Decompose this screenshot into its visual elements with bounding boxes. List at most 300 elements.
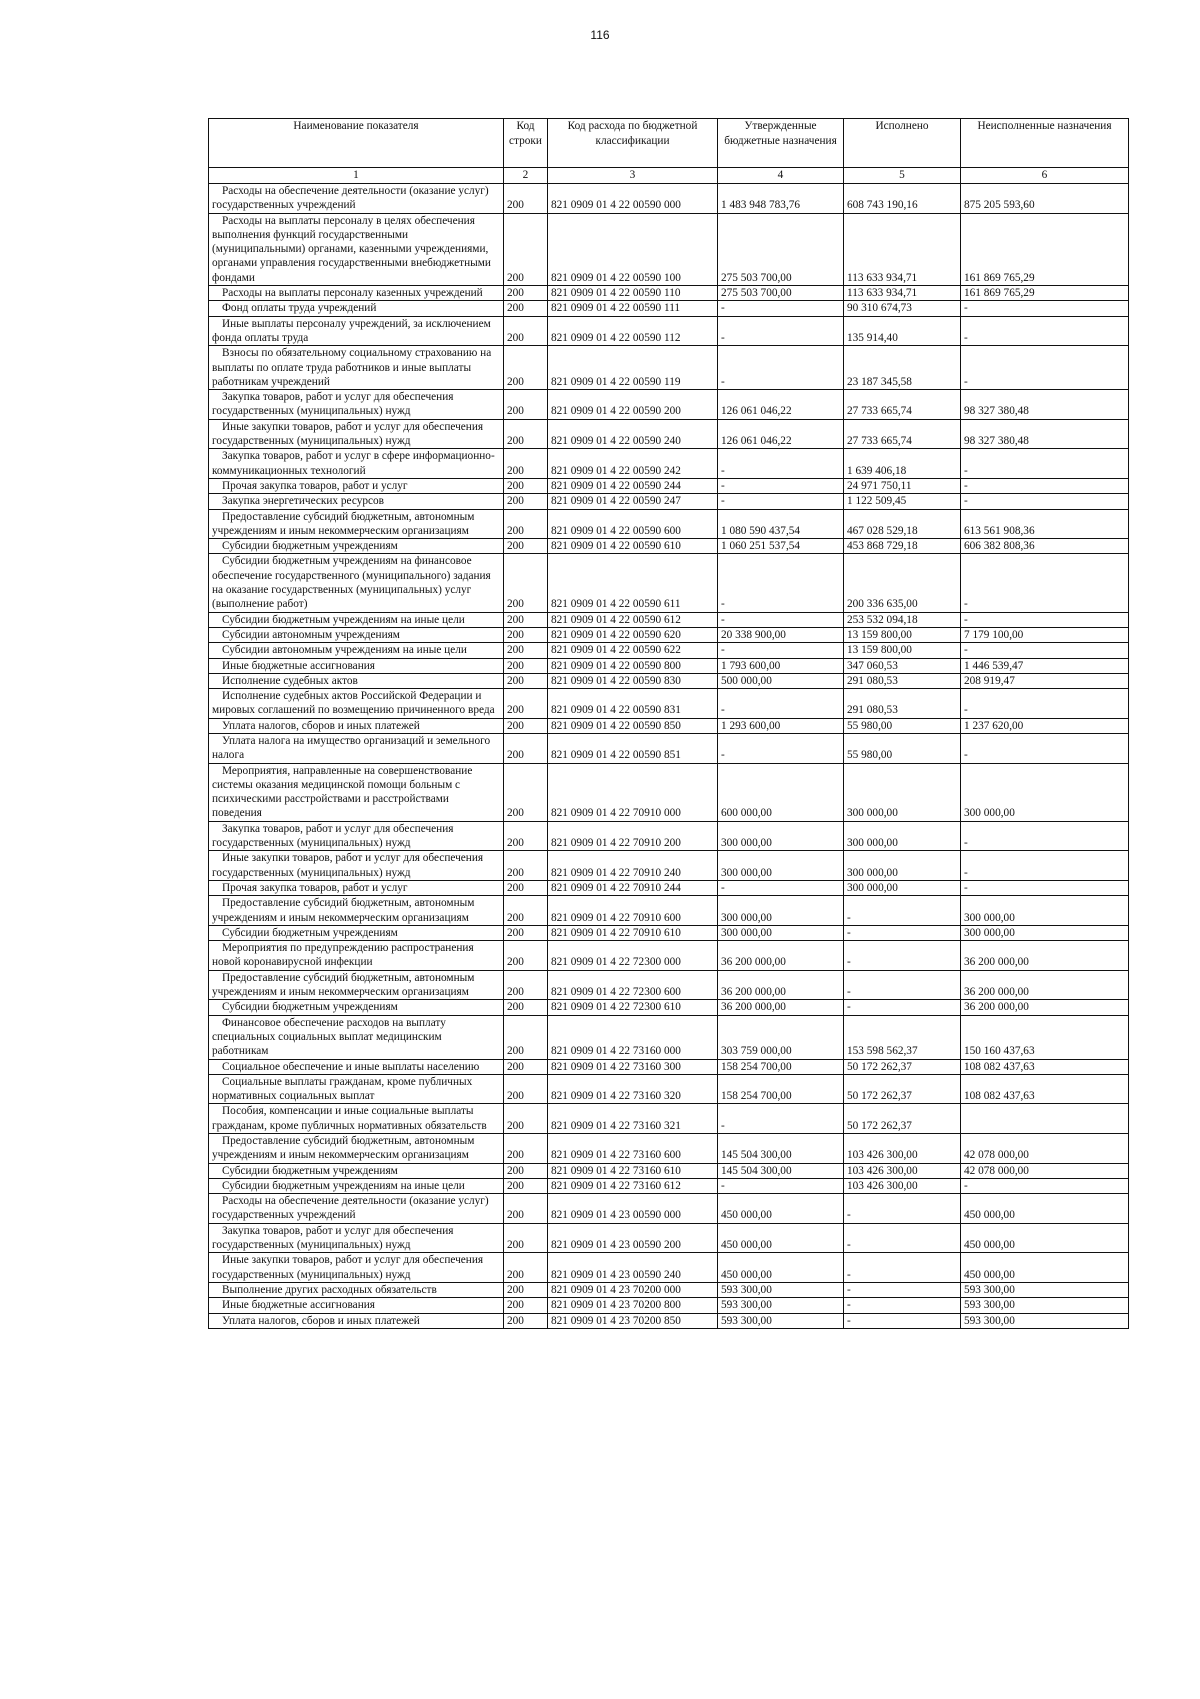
line-code: 200	[504, 539, 548, 554]
indicator-name: Предоставление субсидий бюджетным, автономным учреждениям и иным некоммерческим организациям	[209, 896, 504, 926]
approved-amount: 450 000,00	[718, 1223, 844, 1253]
indicator-name: Прочая закупка товаров, работ и услуг	[209, 478, 504, 493]
unexecuted-amount: 450 000,00	[961, 1194, 1129, 1224]
approved-amount: 1 293 600,00	[718, 718, 844, 733]
executed-amount: 27 733 665,74	[844, 390, 961, 420]
executed-amount: -	[844, 941, 961, 971]
line-code: 200	[504, 1298, 548, 1313]
unexecuted-amount: 593 300,00	[961, 1298, 1129, 1313]
budget-code: 821 0909 01 4 23 00590 200	[548, 1223, 718, 1253]
approved-amount: -	[718, 554, 844, 612]
unexecuted-amount: 108 082 437,63	[961, 1074, 1129, 1104]
unexecuted-amount: 593 300,00	[961, 1313, 1129, 1328]
unexecuted-amount: 150 160 437,63	[961, 1015, 1129, 1059]
executed-amount: 113 633 934,71	[844, 213, 961, 285]
budget-code: 821 0909 01 4 22 00590 247	[548, 494, 718, 509]
executed-amount: -	[844, 1282, 961, 1297]
unexecuted-amount: -	[961, 643, 1129, 658]
unexecuted-amount: 613 561 908,36	[961, 509, 1129, 539]
line-code: 200	[504, 718, 548, 733]
unexecuted-amount: 98 327 380,48	[961, 419, 1129, 449]
line-code: 200	[504, 390, 548, 420]
approved-amount: 158 254 700,00	[718, 1074, 844, 1104]
line-code: 200	[504, 213, 548, 285]
executed-amount: 103 426 300,00	[844, 1163, 961, 1178]
budget-code: 821 0909 01 4 22 73160 610	[548, 1163, 718, 1178]
approved-amount: -	[718, 733, 844, 763]
budget-code: 821 0909 01 4 22 00590 110	[548, 286, 718, 301]
unexecuted-amount: 875 205 593,60	[961, 184, 1129, 214]
unexecuted-amount: -	[961, 1178, 1129, 1193]
executed-amount: 1 122 509,45	[844, 494, 961, 509]
indicator-name: Мероприятия, направленные на совершенствование системы оказания медицинской помощи больным с психическими расстройствами и расстройствами поведения	[209, 763, 504, 821]
line-code: 200	[504, 689, 548, 719]
line-code: 200	[504, 509, 548, 539]
indicator-name: Иные бюджетные ассигнования	[209, 658, 504, 673]
budget-code: 821 0909 01 4 23 00590 240	[548, 1253, 718, 1283]
line-code: 200	[504, 478, 548, 493]
budget-code: 821 0909 01 4 22 00590 851	[548, 733, 718, 763]
executed-amount: 347 060,53	[844, 658, 961, 673]
budget-code: 821 0909 01 4 22 70910 000	[548, 763, 718, 821]
header-row	[209, 119, 1129, 168]
table-row	[209, 554, 1129, 612]
approved-amount: -	[718, 494, 844, 509]
executed-amount: 24 971 750,11	[844, 478, 961, 493]
indicator-name: Иные бюджетные ассигнования	[209, 1298, 504, 1313]
line-code: 200	[504, 1163, 548, 1178]
unexecuted-amount: 36 200 000,00	[961, 1000, 1129, 1015]
line-code: 200	[504, 449, 548, 479]
table-row	[209, 419, 1129, 449]
header-indicator-name: Наименование показателя	[209, 119, 504, 168]
approved-amount: 1 060 251 537,54	[718, 539, 844, 554]
table-row	[209, 1282, 1129, 1297]
column-number-row	[209, 168, 1129, 184]
table-row	[209, 1104, 1129, 1134]
approved-amount: 126 061 046,22	[718, 390, 844, 420]
line-code: 200	[504, 1313, 548, 1328]
budget-code: 821 0909 01 4 22 72300 610	[548, 1000, 718, 1015]
unexecuted-amount: 208 919,47	[961, 673, 1129, 688]
table-row	[209, 301, 1129, 316]
approved-amount: 126 061 046,22	[718, 419, 844, 449]
indicator-name: Социальные выплаты гражданам, кроме публичных нормативных социальных выплат	[209, 1074, 504, 1104]
table-row	[209, 880, 1129, 895]
line-code: 200	[504, 658, 548, 673]
table-row	[209, 851, 1129, 881]
line-code: 200	[504, 733, 548, 763]
executed-amount: -	[844, 896, 961, 926]
table-row	[209, 689, 1129, 719]
line-code: 200	[504, 419, 548, 449]
executed-amount: 50 172 262,37	[844, 1059, 961, 1074]
indicator-name: Выполнение других расходных обязательств	[209, 1282, 504, 1297]
unexecuted-amount: -	[961, 449, 1129, 479]
approved-amount: 36 200 000,00	[718, 970, 844, 1000]
approved-amount: -	[718, 643, 844, 658]
indicator-name: Предоставление субсидий бюджетным, автономным учреждениям и иным некоммерческим организациям	[209, 509, 504, 539]
budget-code: 821 0909 01 4 22 00590 240	[548, 419, 718, 449]
executed-amount: 453 868 729,18	[844, 539, 961, 554]
budget-code: 821 0909 01 4 22 00590 244	[548, 478, 718, 493]
indicator-name: Мероприятия по предупреждению распространения новой коронавирусной инфекции	[209, 941, 504, 971]
line-code: 200	[504, 316, 548, 346]
unexecuted-amount: 606 382 808,36	[961, 539, 1129, 554]
indicator-name: Закупка товаров, работ и услуг для обеспечения государственных (муниципальных) нужд	[209, 1223, 504, 1253]
budget-code: 821 0909 01 4 22 00590 100	[548, 213, 718, 285]
indicator-name: Пособия, компенсации и иные социальные выплаты гражданам, кроме публичных нормативных обязательств	[209, 1104, 504, 1134]
executed-amount: -	[844, 1298, 961, 1313]
executed-amount: -	[844, 970, 961, 1000]
budget-code: 821 0909 01 4 22 72300 000	[548, 941, 718, 971]
table-row	[209, 673, 1129, 688]
column-number: 2	[504, 168, 548, 184]
executed-amount: 608 743 190,16	[844, 184, 961, 214]
indicator-name: Закупка товаров, работ и услуг в сфере информационно-коммуникационных технологий	[209, 449, 504, 479]
line-code: 200	[504, 286, 548, 301]
unexecuted-amount: -	[961, 478, 1129, 493]
table-row	[209, 390, 1129, 420]
budget-code: 821 0909 01 4 22 73160 320	[548, 1074, 718, 1104]
column-number: 4	[718, 168, 844, 184]
unexecuted-amount: 108 082 437,63	[961, 1059, 1129, 1074]
table-row	[209, 316, 1129, 346]
indicator-name: Субсидии бюджетным учреждениям	[209, 539, 504, 554]
line-code: 200	[504, 1178, 548, 1193]
executed-amount: 13 159 800,00	[844, 643, 961, 658]
column-number: 1	[209, 168, 504, 184]
line-code: 200	[504, 1134, 548, 1164]
indicator-name: Субсидии бюджетным учреждениям на иные цели	[209, 612, 504, 627]
table-row	[209, 1313, 1129, 1328]
unexecuted-amount: -	[961, 316, 1129, 346]
line-code: 200	[504, 1282, 548, 1297]
executed-amount: -	[844, 925, 961, 940]
table-row	[209, 509, 1129, 539]
budget-code: 821 0909 01 4 22 00590 112	[548, 316, 718, 346]
approved-amount: 593 300,00	[718, 1313, 844, 1328]
executed-amount: 300 000,00	[844, 851, 961, 881]
approved-amount: 20 338 900,00	[718, 627, 844, 642]
executed-amount: 23 187 345,58	[844, 346, 961, 390]
budget-code: 821 0909 01 4 22 70910 240	[548, 851, 718, 881]
budget-code: 821 0909 01 4 22 00590 612	[548, 612, 718, 627]
executed-amount: -	[844, 1313, 961, 1328]
executed-amount: 13 159 800,00	[844, 627, 961, 642]
approved-amount: 300 000,00	[718, 925, 844, 940]
column-number: 3	[548, 168, 718, 184]
indicator-name: Финансовое обеспечение расходов на выплату специальных социальных выплат медицинским работникам	[209, 1015, 504, 1059]
budget-code: 821 0909 01 4 22 00590 200	[548, 390, 718, 420]
approved-amount: -	[718, 316, 844, 346]
indicator-name: Закупка товаров, работ и услуг для обеспечения государственных (муниципальных) нужд	[209, 821, 504, 851]
indicator-name: Расходы на обеспечение деятельности (оказание услуг) государственных учреждений	[209, 1194, 504, 1224]
executed-amount: 153 598 562,37	[844, 1015, 961, 1059]
executed-amount: 103 426 300,00	[844, 1134, 961, 1164]
budget-code: 821 0909 01 4 22 73160 321	[548, 1104, 718, 1134]
approved-amount: -	[718, 449, 844, 479]
executed-amount: -	[844, 1194, 961, 1224]
budget-code: 821 0909 01 4 22 00590 800	[548, 658, 718, 673]
unexecuted-amount: 300 000,00	[961, 896, 1129, 926]
approved-amount: -	[718, 346, 844, 390]
table-row	[209, 1194, 1129, 1224]
line-code: 200	[504, 896, 548, 926]
approved-amount: -	[718, 478, 844, 493]
table-row	[209, 494, 1129, 509]
table-row	[209, 213, 1129, 285]
unexecuted-amount: -	[961, 689, 1129, 719]
indicator-name: Предоставление субсидий бюджетным, автономным учреждениям и иным некоммерческим организациям	[209, 1134, 504, 1164]
unexecuted-amount: 42 078 000,00	[961, 1134, 1129, 1164]
approved-amount: 145 504 300,00	[718, 1163, 844, 1178]
line-code: 200	[504, 970, 548, 1000]
indicator-name: Фонд оплаты труда учреждений	[209, 301, 504, 316]
approved-amount: 158 254 700,00	[718, 1059, 844, 1074]
table-row	[209, 1298, 1129, 1313]
table-row	[209, 478, 1129, 493]
approved-amount: -	[718, 301, 844, 316]
table-row	[209, 941, 1129, 971]
budget-code: 821 0909 01 4 22 00590 620	[548, 627, 718, 642]
unexecuted-amount: 7 179 100,00	[961, 627, 1129, 642]
unexecuted-amount: -	[961, 821, 1129, 851]
page-number: 116	[590, 28, 610, 42]
budget-code: 821 0909 01 4 22 73160 000	[548, 1015, 718, 1059]
unexecuted-amount: 593 300,00	[961, 1282, 1129, 1297]
executed-amount: 27 733 665,74	[844, 419, 961, 449]
indicator-name: Расходы на обеспечение деятельности (оказание услуг) государственных учреждений	[209, 184, 504, 214]
executed-amount: 103 426 300,00	[844, 1178, 961, 1193]
executed-amount: -	[844, 1253, 961, 1283]
table-row	[209, 1134, 1129, 1164]
budget-code: 821 0909 01 4 22 00590 000	[548, 184, 718, 214]
budget-code: 821 0909 01 4 22 70910 200	[548, 821, 718, 851]
executed-amount: 113 633 934,71	[844, 286, 961, 301]
executed-amount: 55 980,00	[844, 718, 961, 733]
table-row	[209, 1163, 1129, 1178]
indicator-name: Предоставление субсидий бюджетным, автономным учреждениям и иным некоммерческим организациям	[209, 970, 504, 1000]
approved-amount: 36 200 000,00	[718, 1000, 844, 1015]
line-code: 200	[504, 627, 548, 642]
budget-execution-table	[208, 118, 1129, 1329]
approved-amount: 36 200 000,00	[718, 941, 844, 971]
indicator-name: Иные закупки товаров, работ и услуг для обеспечения государственных (муниципальных) нужд	[209, 1253, 504, 1283]
table-row	[209, 643, 1129, 658]
header-approved: Утвержденные бюджетные назначения	[718, 119, 844, 168]
table-row	[209, 763, 1129, 821]
line-code: 200	[504, 1194, 548, 1224]
table-header	[209, 119, 1129, 184]
executed-amount: 50 172 262,37	[844, 1104, 961, 1134]
executed-amount: 253 532 094,18	[844, 612, 961, 627]
approved-amount: 300 000,00	[718, 821, 844, 851]
indicator-name: Субсидии бюджетным учреждениям	[209, 1000, 504, 1015]
unexecuted-amount: 98 327 380,48	[961, 390, 1129, 420]
executed-amount: 135 914,40	[844, 316, 961, 346]
line-code: 200	[504, 763, 548, 821]
unexecuted-amount: 1 237 620,00	[961, 718, 1129, 733]
executed-amount: 291 080,53	[844, 673, 961, 688]
budget-code: 821 0909 01 4 22 00590 831	[548, 689, 718, 719]
unexecuted-amount: -	[961, 612, 1129, 627]
indicator-name: Субсидии автономным учреждениям на иные цели	[209, 643, 504, 658]
unexecuted-amount: -	[961, 733, 1129, 763]
budget-code: 821 0909 01 4 22 70910 610	[548, 925, 718, 940]
approved-amount: -	[718, 1178, 844, 1193]
header-budget-code: Код расхода по бюджетной классификации	[548, 119, 718, 168]
line-code: 200	[504, 925, 548, 940]
budget-code: 821 0909 01 4 22 73160 600	[548, 1134, 718, 1164]
table-row	[209, 184, 1129, 214]
table-row	[209, 1223, 1129, 1253]
unexecuted-amount: 300 000,00	[961, 763, 1129, 821]
indicator-name: Взносы по обязательному социальному страхованию на выплаты по оплате труда работников и иные выплаты работникам учреждений	[209, 346, 504, 390]
indicator-name: Исполнение судебных актов Российской Федерации и мировых соглашений по возмещению причиненного вреда	[209, 689, 504, 719]
indicator-name: Социальное обеспечение и иные выплаты населению	[209, 1059, 504, 1074]
indicator-name: Иные закупки товаров, работ и услуг для обеспечения государственных (муниципальных) нужд	[209, 419, 504, 449]
table-row	[209, 1253, 1129, 1283]
table-row	[209, 286, 1129, 301]
unexecuted-amount: 161 869 765,29	[961, 213, 1129, 285]
line-code: 200	[504, 494, 548, 509]
unexecuted-amount: -	[961, 880, 1129, 895]
indicator-name: Уплата налога на имущество организаций и земельного налога	[209, 733, 504, 763]
line-code: 200	[504, 851, 548, 881]
approved-amount: -	[718, 612, 844, 627]
indicator-name: Расходы на выплаты персоналу казенных учреждений	[209, 286, 504, 301]
budget-code: 821 0909 01 4 22 00590 611	[548, 554, 718, 612]
line-code: 200	[504, 1015, 548, 1059]
approved-amount: 600 000,00	[718, 763, 844, 821]
budget-code: 821 0909 01 4 22 00590 622	[548, 643, 718, 658]
unexecuted-amount: 450 000,00	[961, 1253, 1129, 1283]
unexecuted-amount: 1 446 539,47	[961, 658, 1129, 673]
budget-code: 821 0909 01 4 23 70200 000	[548, 1282, 718, 1297]
unexecuted-amount: -	[961, 346, 1129, 390]
budget-code: 821 0909 01 4 22 00590 830	[548, 673, 718, 688]
executed-amount: 291 080,53	[844, 689, 961, 719]
line-code: 200	[504, 1223, 548, 1253]
executed-amount: 300 000,00	[844, 880, 961, 895]
executed-amount: 200 336 635,00	[844, 554, 961, 612]
budget-code: 821 0909 01 4 23 70200 800	[548, 1298, 718, 1313]
budget-code: 821 0909 01 4 23 70200 850	[548, 1313, 718, 1328]
line-code: 200	[504, 612, 548, 627]
approved-amount: 300 000,00	[718, 851, 844, 881]
line-code: 200	[504, 941, 548, 971]
table-row	[209, 821, 1129, 851]
approved-amount: 1 483 948 783,76	[718, 184, 844, 214]
header-line-code: Код строки	[504, 119, 548, 168]
indicator-name: Субсидии бюджетным учреждениям на иные цели	[209, 1178, 504, 1193]
unexecuted-amount: -	[961, 494, 1129, 509]
approved-amount: 500 000,00	[718, 673, 844, 688]
indicator-name: Исполнение судебных актов	[209, 673, 504, 688]
approved-amount: 300 000,00	[718, 896, 844, 926]
budget-code: 821 0909 01 4 22 72300 600	[548, 970, 718, 1000]
table-row	[209, 1059, 1129, 1074]
indicator-name: Субсидии бюджетным учреждениям	[209, 925, 504, 940]
indicator-name: Прочая закупка товаров, работ и услуг	[209, 880, 504, 895]
line-code: 200	[504, 821, 548, 851]
indicator-name: Закупка энергетических ресурсов	[209, 494, 504, 509]
budget-code: 821 0909 01 4 22 73160 612	[548, 1178, 718, 1193]
line-code: 200	[504, 673, 548, 688]
line-code: 200	[504, 1000, 548, 1015]
executed-amount: 300 000,00	[844, 763, 961, 821]
budget-code: 821 0909 01 4 22 00590 600	[548, 509, 718, 539]
table-row	[209, 1074, 1129, 1104]
table-row	[209, 1015, 1129, 1059]
approved-amount: -	[718, 880, 844, 895]
unexecuted-amount: -	[961, 851, 1129, 881]
executed-amount: -	[844, 1223, 961, 1253]
line-code: 200	[504, 184, 548, 214]
indicator-name: Субсидии автономным учреждениям	[209, 627, 504, 642]
line-code: 200	[504, 1253, 548, 1283]
table-row	[209, 1178, 1129, 1193]
executed-amount: 467 028 529,18	[844, 509, 961, 539]
budget-code: 821 0909 01 4 23 00590 000	[548, 1194, 718, 1224]
table-row	[209, 925, 1129, 940]
unexecuted-amount: -	[961, 301, 1129, 316]
table-body	[209, 184, 1129, 1329]
approved-amount: 450 000,00	[718, 1194, 844, 1224]
approved-amount: 593 300,00	[718, 1282, 844, 1297]
approved-amount: 275 503 700,00	[718, 286, 844, 301]
approved-amount: -	[718, 1104, 844, 1134]
unexecuted-amount: 42 078 000,00	[961, 1163, 1129, 1178]
executed-amount: 1 639 406,18	[844, 449, 961, 479]
approved-amount: -	[718, 689, 844, 719]
line-code: 200	[504, 1074, 548, 1104]
column-number: 6	[961, 168, 1129, 184]
approved-amount: 145 504 300,00	[718, 1134, 844, 1164]
table-row	[209, 970, 1129, 1000]
executed-amount: 300 000,00	[844, 821, 961, 851]
indicator-name: Субсидии бюджетным учреждениям	[209, 1163, 504, 1178]
budget-code: 821 0909 01 4 22 00590 111	[548, 301, 718, 316]
indicator-name: Уплата налогов, сборов и иных платежей	[209, 718, 504, 733]
table-row	[209, 896, 1129, 926]
approved-amount: 1 080 590 437,54	[718, 509, 844, 539]
table-row	[209, 539, 1129, 554]
table-row	[209, 612, 1129, 627]
budget-code: 821 0909 01 4 22 70910 244	[548, 880, 718, 895]
line-code: 200	[504, 1104, 548, 1134]
indicator-name: Закупка товаров, работ и услуг для обеспечения государственных (муниципальных) нужд	[209, 390, 504, 420]
indicator-name: Иные выплаты персоналу учреждений, за исключением фонда оплаты труда	[209, 316, 504, 346]
line-code: 200	[504, 880, 548, 895]
budget-code: 821 0909 01 4 22 00590 242	[548, 449, 718, 479]
unexecuted-amount: 161 869 765,29	[961, 286, 1129, 301]
unexecuted-amount: 450 000,00	[961, 1223, 1129, 1253]
table-row	[209, 346, 1129, 390]
executed-amount: 55 980,00	[844, 733, 961, 763]
indicator-name: Иные закупки товаров, работ и услуг для обеспечения государственных (муниципальных) нужд	[209, 851, 504, 881]
executed-amount: -	[844, 1000, 961, 1015]
unexecuted-amount	[961, 1104, 1129, 1134]
column-number: 5	[844, 168, 961, 184]
approved-amount: 275 503 700,00	[718, 213, 844, 285]
line-code: 200	[504, 301, 548, 316]
line-code: 200	[504, 1059, 548, 1074]
executed-amount: 90 310 674,73	[844, 301, 961, 316]
line-code: 200	[504, 643, 548, 658]
table-row	[209, 449, 1129, 479]
